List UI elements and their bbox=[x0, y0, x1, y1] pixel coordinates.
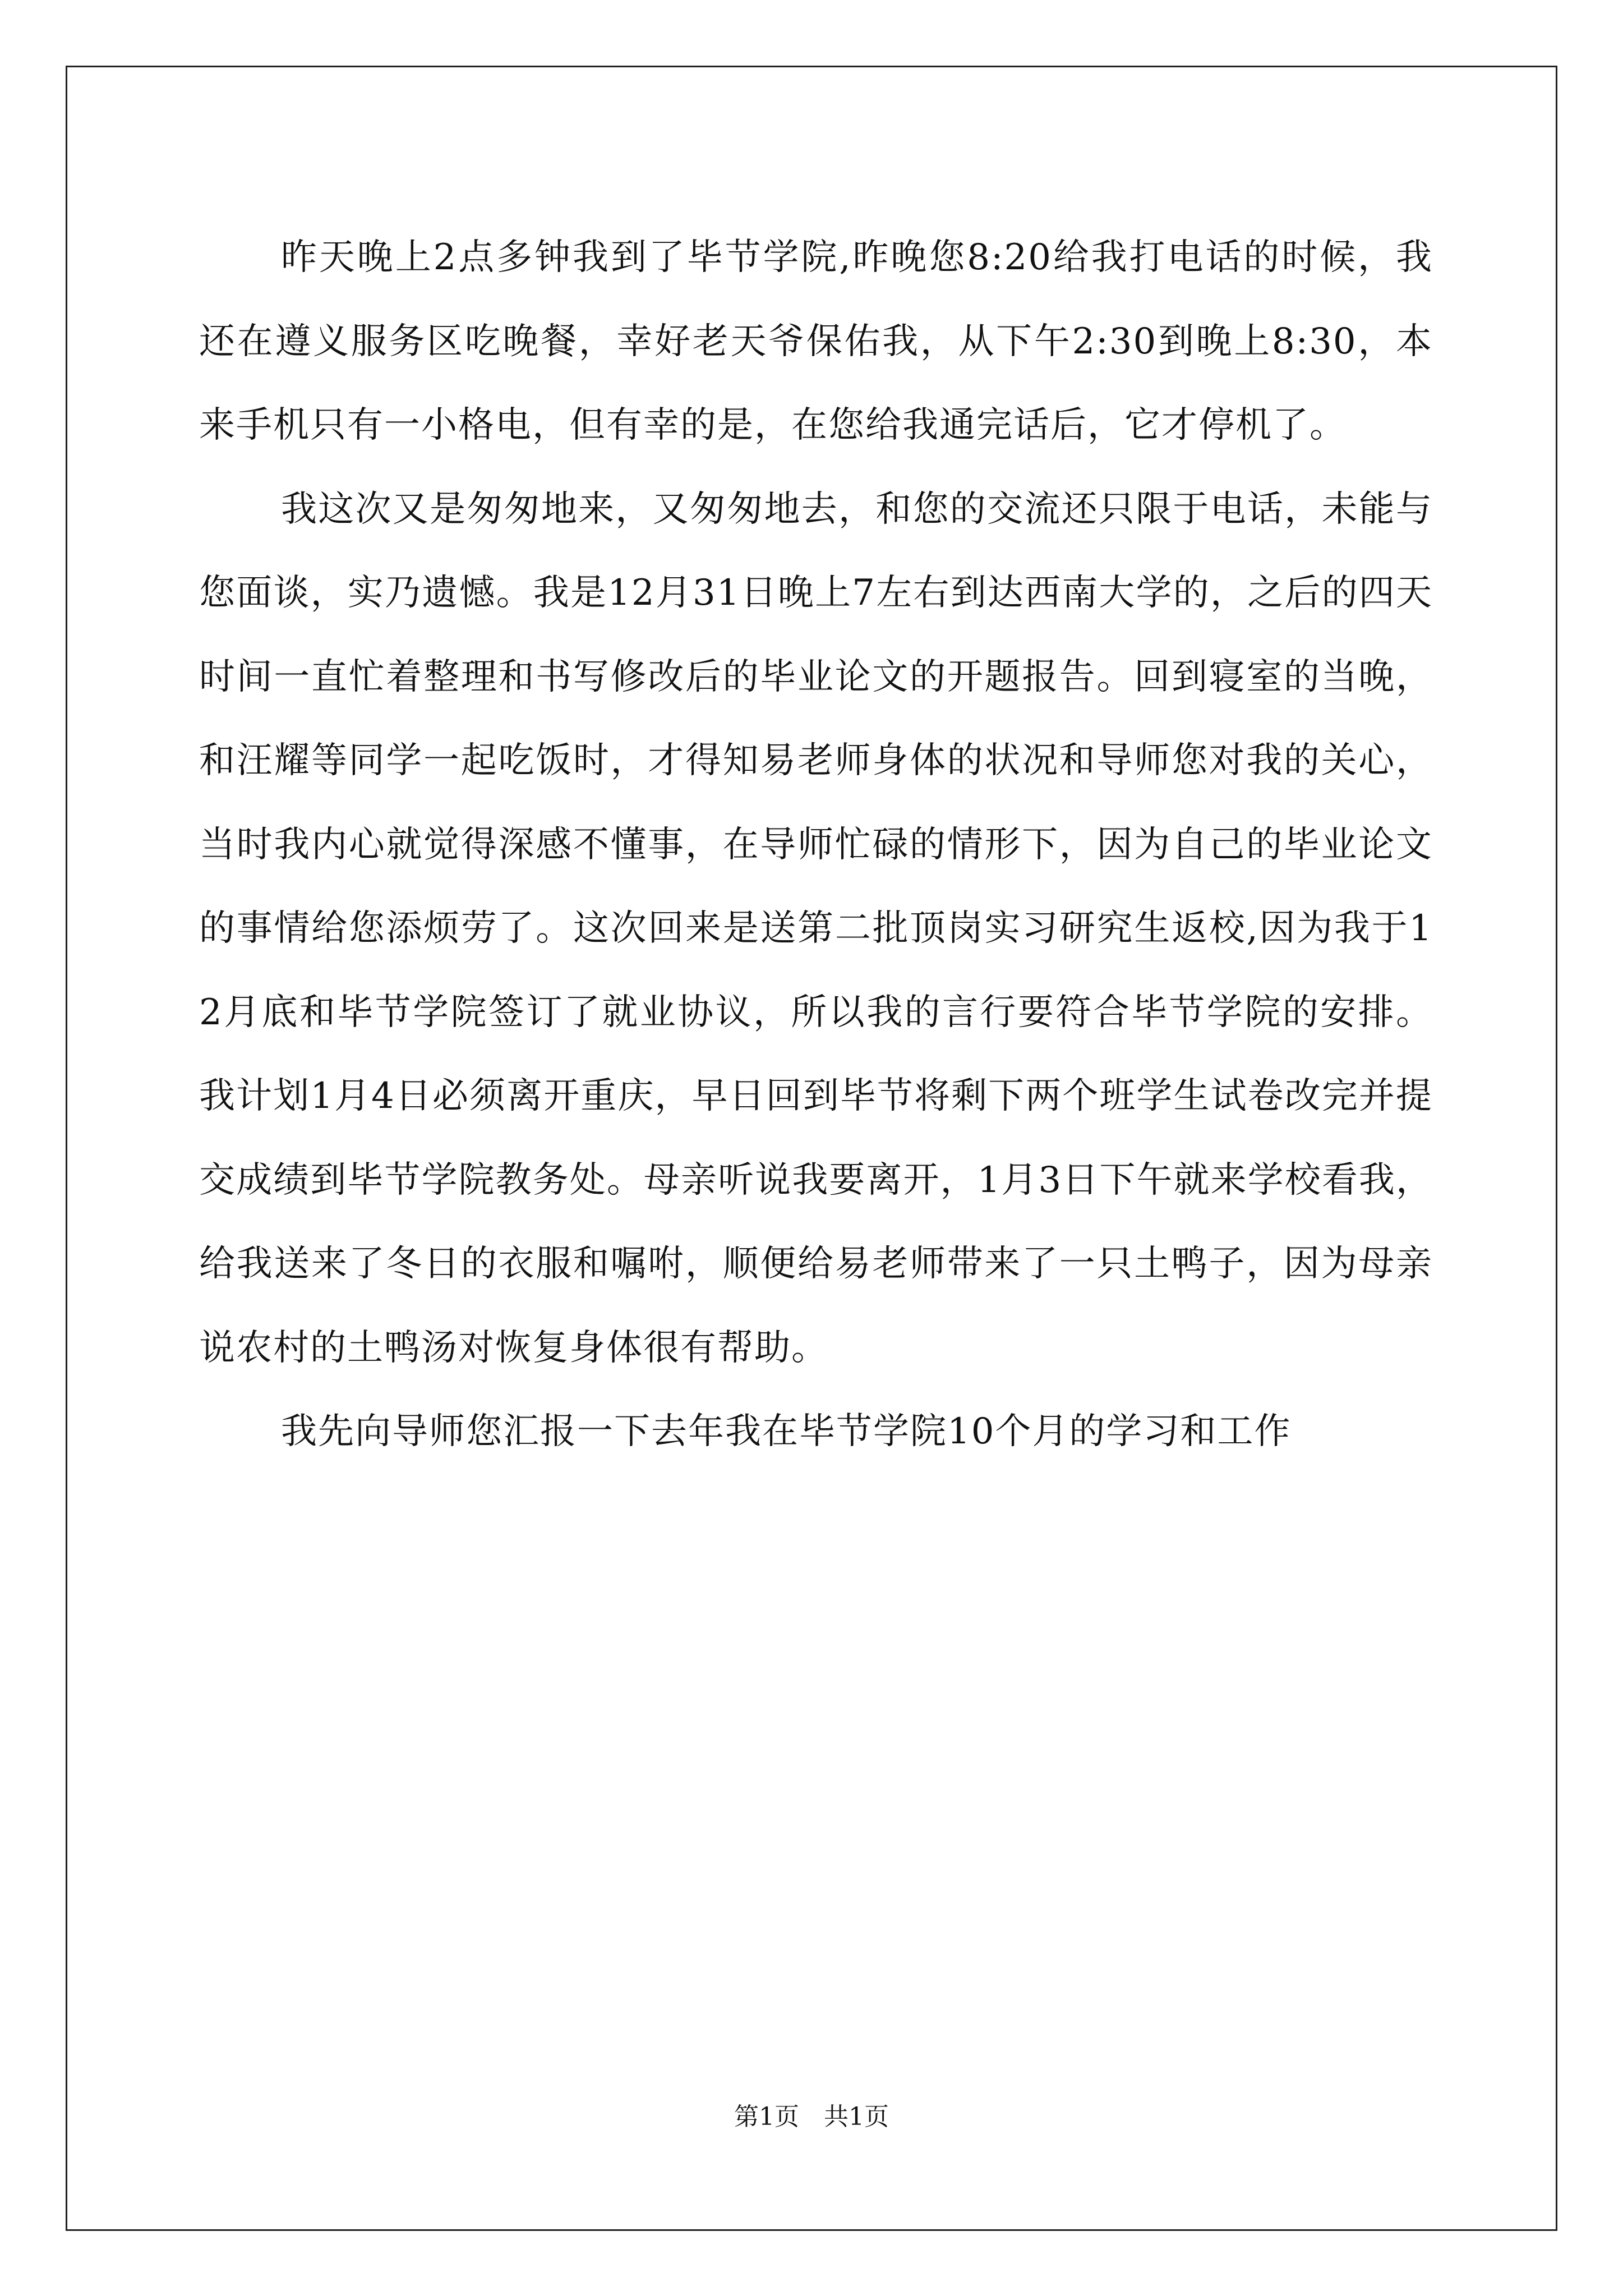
page-total: 共1页 bbox=[824, 2102, 889, 2131]
paragraph-2: 我这次又是匆匆地来，又匆匆地去，和您的交流还只限于电话，未能与您面谈，实乃遗憾。我是12月31日晚上7左右到达西南大学的，之后的四天时间一直忙着整理和书写修改后的毕业论文的开题报告。回到寝室的当晚，和汪耀等同学一起吃饭时，才得知易老师身体的状况和导师您对我的关心，当时我内心就觉得深感不懂事，在导师忙碌的情形下，因为自己的毕业论文的事情给您添烦劳了。这次回来是送第二批顶岗实习研究生返校,因为我于12月底和毕节学院签订了就业协议，所以我的言行要符合毕节学院的安排。我计划1月4日必须离开重庆，早日回到毕节将剩下两个班学生试卷改完并提交成绩到毕节学院教务处。母亲听说我要离开，1月3日下午就来学校看我，给我送来了冬日的衣服和嘱咐，顺便给易老师带来了一只土鸭子，因为母亲说农村的土鸭汤对恢复身体很有帮助。 bbox=[199, 488, 1433, 1369]
paragraph-3: 我先向导师您汇报一下去年我在毕节学院10个月的学习和工作 bbox=[281, 1411, 1292, 1452]
paragraph-1: 昨天晚上2点多钟我到了毕节学院,昨晚您8:20给我打电话的时候，我还在遵义服务区吃晚餐，幸好老天爷保佑我，从下午2:30到晚上8:30，本来手机只有一小格电，但有幸的是，在您给我通完话后，它才停机了。 bbox=[199, 237, 1433, 446]
page-footer bbox=[0, 2101, 1623, 2133]
page-number: 第1页 bbox=[734, 2102, 799, 2131]
document-body bbox=[199, 216, 1433, 1474]
